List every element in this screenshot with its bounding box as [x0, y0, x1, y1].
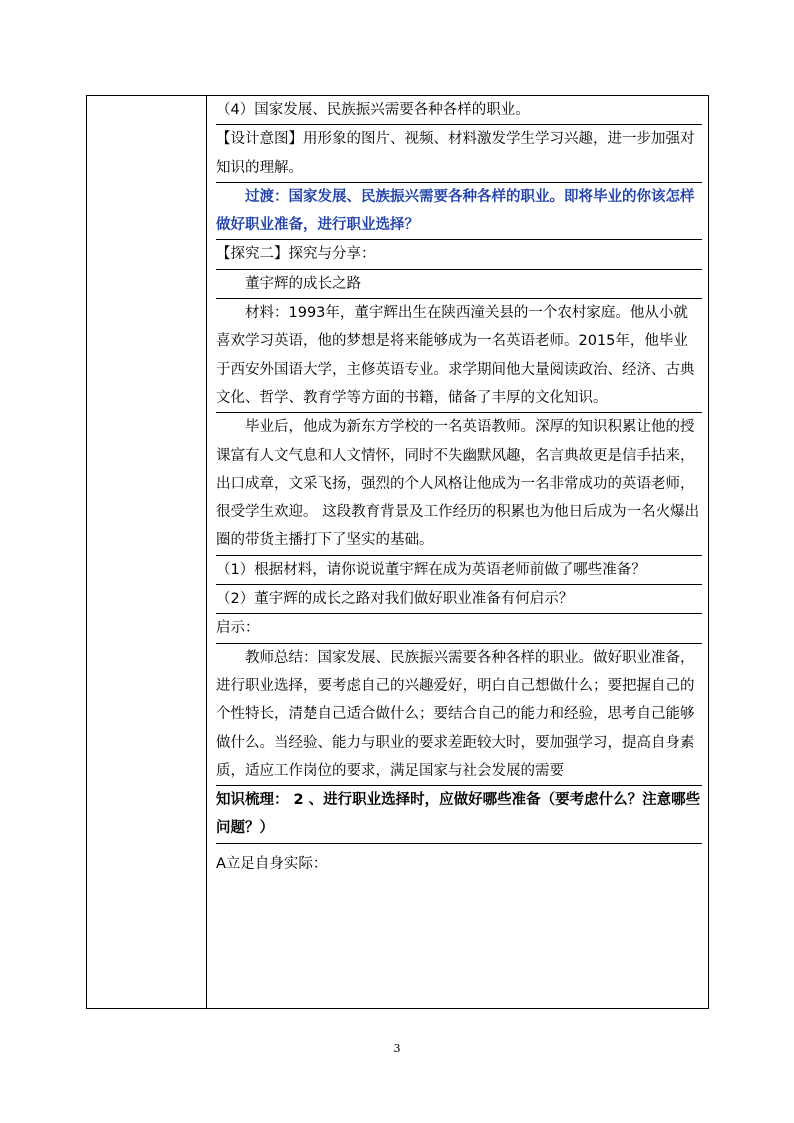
transition-text: 过渡：国家发展、民族振兴需要各种各样的职业。即将毕业的你该怎样做好职业准备，进行职业选择？ [216, 183, 702, 241]
document-table [86, 95, 709, 1009]
career-paragraph: 毕业后，他成为新东方学校的一名英语教师。深厚的知识积累让他的授课富有人文气息和人文情怀，同时不失幽默风趣，名言典故更是信手拈来，出口成章，文采飞扬，强烈的个人风格让他成为一名非常成功的英语老师，很受学生欢迎。 这段教育背景及工作经历的积累也为他日后成为一名火爆出圈的带货主播打下了坚实的基础。 [216, 413, 702, 555]
explore-heading: 【探究二】探究与分享： [216, 240, 702, 269]
knowledge-summary: 知识梳理： 2 、进行职业选择时，应做好哪些准备（要考虑什么？注意哪些问题？） [216, 786, 702, 844]
material-paragraph: 材料：1993年，董宇辉出生在陕西潼关县的一个农村家庭。他从小就喜欢学习英语，他的梦想是将来能够成为一名英语老师。2015年，他毕业于西安外国语大学，主修英语专业。求学期间他大量阅读政治、经济、古典文化、哲学、教育学等方面的书籍，储备了丰厚的文化知识。 [216, 299, 702, 413]
question-2: （2）董宇辉的成长之路对我们做好职业准备有何启示？ [216, 585, 702, 614]
insight-label: 启示： [216, 614, 702, 643]
story-title: 董宇辉的成长之路 [216, 270, 702, 299]
table-left-cell [87, 96, 207, 1008]
self-reality-item: A立足自身实际： [216, 855, 328, 872]
design-intent: 【设计意图】用形象的图片、视频、材料激发学生学习兴趣，进一步加强对知识的理解。 [216, 125, 702, 183]
question-1: （1）根据材料，请你说说董宇辉在成为英语老师前做了哪些准备？ [216, 556, 702, 585]
paragraph-item-4: （4）国家发展、民族振兴需要各种各样的职业。 [216, 96, 702, 125]
page-number: 3 [393, 1042, 401, 1055]
teacher-summary: 教师总结：国家发展、民族振兴需要各种各样的职业。做好职业准备，进行职业选择，要考虑自己的兴趣爱好，明白自己想做什么；要把握自己的个性特长，清楚自己适合做什么；要结合自己的能力和经验，思考自己能够做什么。当经验、能力与职业的要求差距较大时，要加强学习，提高自身素质，适应工作岗位的要求，满足国家与社会发展的需要 [216, 644, 702, 786]
table-content-cell [216, 96, 702, 878]
